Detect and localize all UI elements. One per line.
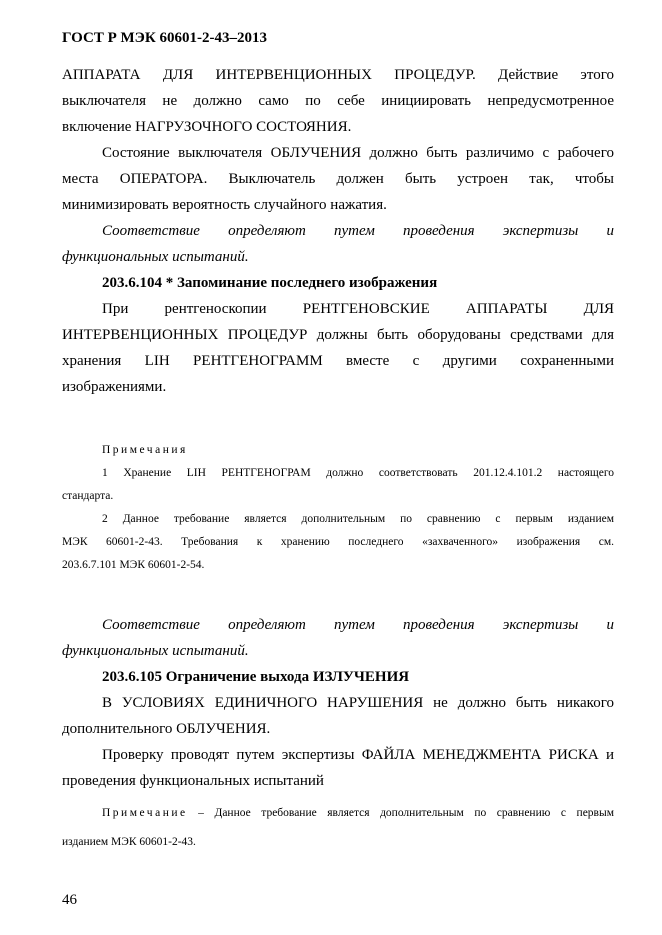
paragraph-block-2: [62, 612, 614, 794]
compliance-line: Соответствие определяют путем проведения экспертизы и: [102, 617, 614, 633]
text-line: изображениями.: [62, 379, 167, 395]
paragraph-block-1: [62, 62, 614, 400]
text-line: хранения LIH РЕНТГЕНОГРАММ вместе с другими сохраненными: [62, 353, 614, 369]
note-line: 1 Хранение LIH РЕНТГЕНОГРАМ должно соответствовать 201.12.4.101.2 настоящего: [102, 467, 614, 479]
compliance-line: функциональных испытаний.: [62, 249, 249, 265]
compliance-line: функциональных испытаний.: [62, 643, 249, 659]
note-line: 2 Данное требование является дополнительным по сравнению с первым изданием: [102, 513, 614, 525]
compliance-line: Соответствие определяют путем проведения экспертизы и: [102, 223, 614, 239]
text-line: В УСЛОВИЯХ ЕДИНИЧНОГО НАРУШЕНИЯ не должно быть никакого: [102, 695, 614, 711]
text-line: места ОПЕРАТОРА. Выключатель должен быть устроен так, чтобы: [62, 171, 614, 187]
text-line: дополнительного ОБЛУЧЕНИЯ.: [62, 721, 271, 737]
page-number: 46: [62, 892, 77, 908]
note-line: МЭК 60601-2-43. Требования к хранению последнего «захваченного» изображения см.: [62, 536, 614, 548]
text-line: АППАРАТА ДЛЯ ИНТЕРВЕНЦИОННЫХ ПРОЦЕДУР. Действие этого: [62, 67, 614, 83]
text-line: проведения функциональных испытаний: [62, 773, 324, 789]
text-line: включение НАГРУЗОЧНОГО СОСТОЯНИЯ.: [62, 119, 352, 135]
note-label: Примечание: [102, 807, 188, 819]
notes-title: Примечания: [102, 444, 188, 456]
section-heading: 203.6.104 * Запоминание последнего изображения: [102, 275, 438, 291]
text-line: ИНТЕРВЕНЦИОННЫХ ПРОЦЕДУР должны быть оборудованы средствами для: [62, 327, 614, 343]
text-line: Состояние выключателя ОБЛУЧЕНИЯ должно быть различимо с рабочего: [102, 145, 614, 161]
text-line: Проверку проводят путем экспертизы ФАЙЛА МЕНЕДЖМЕНТА РИСКА и: [102, 747, 614, 763]
note-block: [62, 802, 614, 854]
note-line: [62, 802, 614, 825]
text-line: выключателя не должно само по себе инициировать непредусмотренное: [62, 93, 614, 109]
note-line: изданием МЭК 60601-2-43.: [62, 836, 196, 848]
note-line: 203.6.7.101 МЭК 60601-2-54.: [62, 559, 205, 571]
section-heading: 203.6.105 Ограничение выхода ИЗЛУЧЕНИЯ: [102, 669, 410, 685]
note-line: стандарта.: [62, 490, 114, 502]
note-text: – Данное требование является дополнительным по сравнению с первым: [187, 807, 614, 819]
text-line: При рентгеноскопии РЕНТГЕНОВСКИЕ АППАРАТЫ ДЛЯ: [102, 301, 614, 317]
document-header: ГОСТ Р МЭК 60601-2-43–2013: [62, 30, 267, 46]
text-line: минимизировать вероятность случайного нажатия.: [62, 197, 387, 213]
notes-block: [62, 439, 614, 577]
